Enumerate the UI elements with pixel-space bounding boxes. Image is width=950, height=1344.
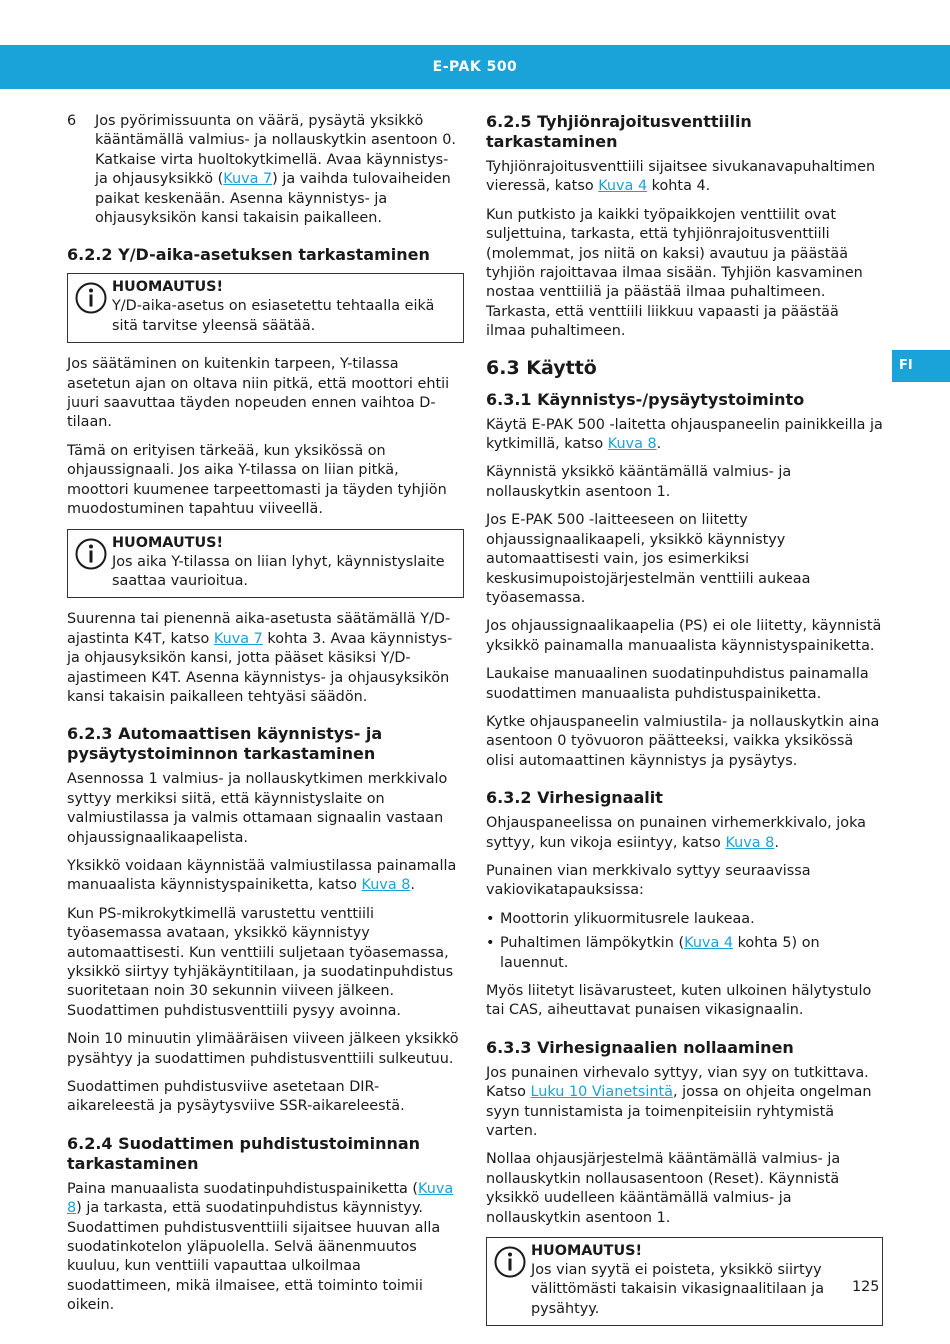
paragraph xyxy=(67,1180,464,1316)
paragraph xyxy=(486,1064,883,1142)
paragraph xyxy=(486,158,883,197)
section-heading-632: 6.3.2 Virhesignaalit xyxy=(486,788,663,808)
figure-link-kuva-8[interactable]: Kuva 8 xyxy=(607,436,657,453)
section-heading-624: 6.2.4 Suodattimen puhdistustoiminnan tarkastaminen xyxy=(67,1133,421,1173)
paragraph: Asennossa 1 valmius- ja nollauskytkimen merkkivalo syttyy merkiksi siitä, että käynnistyslaite on valmiustilassa ja valmis ottamaan signaalin vastaan ohjaussignaalikaapelista. xyxy=(67,771,448,846)
paragraph: Kun PS-mikrokytkimellä varustettu venttiili työasemassa avataan, yksikkö käynnistyy automaattisesti. Kun venttiili suljetaan työasemassa, yksikkö siirtyy tyhjäkäyntitilaan, ja suodatinpuhdistus suoritetaan noin 30 sekunnin viiveen jälkeen. Suodattimen puhdistusventtiili pysyy avoinna. xyxy=(67,905,454,1019)
figure-link-kuva-4[interactable]: Kuva 4 xyxy=(598,178,648,195)
figure-link-kuva-4[interactable]: Kuva 4 xyxy=(684,935,733,952)
info-icon xyxy=(494,1246,526,1282)
paragraph: Suodattimen puhdistusviive asetetaan DIR-aikareleestä ja pysäytysviive SSR-aikareleestä. xyxy=(67,1079,405,1115)
paragraph: Kytke ohjauspaneelin valmiustila- ja nollauskytkin aina asentoon 0 työvuoron päätteeksi, vaikka yksikössä olisi automaattinen käynnistys ja pysäytys. xyxy=(486,713,880,769)
left-column xyxy=(67,112,464,1325)
text-span: Puhaltimen lämpökytkin ( xyxy=(500,935,685,952)
paragraph: Jos ohjaussignaalikaapelia (PS) ei ole liitetty, käynnistä yksikkö painamalla manuaalista käynnistyspainiketta. xyxy=(486,618,882,654)
section-heading-623: 6.2.3 Automaattisen käynnistys- ja pysäytystoiminnon tarkastaminen xyxy=(67,724,383,764)
chapter-link-luku-10[interactable]: Luku 10 Vianetsintä xyxy=(530,1084,673,1101)
text-span: kohta 3. Avaa käynnistys- ja ohjausyksikön kansi, jotta pääset käsiksi Y/D-ajastimeen K4T. Asenna käynnistys- ja ohjausyksikön kansi takaisin paikalleen tehtyäsi säädön. xyxy=(67,630,453,705)
step-text xyxy=(95,112,464,228)
language-label: FI xyxy=(899,358,913,373)
bullet-list xyxy=(486,910,883,973)
text-span: kohta 4. xyxy=(647,178,711,195)
text-span: Jos pyörimissuunta on väärä, pysäytä yksikkö kääntämällä valmius- ja nollauskytkin asentoon 0. Katkaise virta huoltokytkimellä. Avaa käynnistys- ja ohjausyksikkö ( xyxy=(95,113,456,188)
text-span: kohta 5) on lauennut. xyxy=(500,935,820,971)
info-icon xyxy=(75,282,107,318)
text-span: ) ja vaihda tulovaiheiden paikat keskenään. Asenna käynnistys- ja ohjausyksikön kansi takaisin paikalleen. xyxy=(95,171,451,227)
paragraph: Myös liitetyt lisävarusteet, kuten ulkoinen hälytystulo tai CAS, aiheuttavat punaisen vikasignaalin. xyxy=(486,983,872,1019)
figure-link-kuva-7[interactable]: Kuva 7 xyxy=(223,171,273,188)
section-heading-622: 6.2.2 Y/D-aika-asetuksen tarkastaminen xyxy=(67,245,430,265)
paragraph xyxy=(486,814,883,853)
notice-box xyxy=(67,529,464,599)
text-span: ) ja tarkasta, että suodatinpuhdistus käynnistyy. Suodattimen puhdistusventtiili sijaitsee huuvan alla suodatinkotelon yläpuolella. Selvä äänenmuutos kuuluu, kun venttiili vapauttaa ulkoilmaa suodattimeen, mikä ilmaisee, että toiminto toimii oikein. xyxy=(67,1200,441,1314)
figure-link-kuva-7[interactable]: Kuva 7 xyxy=(213,630,263,647)
paragraph: Jos säätäminen on kuitenkin tarpeen, Y-tilassa asetetun ajan on oltava niin pitkä, että moottori ehtii juuri saavuttaa täyden nopeuden ennen vaihtoa D-tilaan. xyxy=(67,356,450,431)
header-banner xyxy=(0,45,950,89)
text-span: Tyhjiönrajoitusventtiili sijaitsee sivukanavapuhaltimen vieressä, katso xyxy=(486,159,876,195)
notice-title: HUOMAUTUS! xyxy=(531,1243,643,1260)
notice-box xyxy=(67,273,464,343)
list-item: • Moottorin ylikuormitusrele laukeaa. xyxy=(486,910,883,929)
figure-link-kuva-8[interactable]: Kuva 8 xyxy=(67,1180,454,1217)
step-number: 6 xyxy=(67,113,77,129)
notice-box xyxy=(486,1237,883,1326)
document-title: E-PAK 500 xyxy=(432,59,518,75)
paragraph xyxy=(67,610,464,707)
text-span: . xyxy=(774,834,779,851)
notice-title: HUOMAUTUS! xyxy=(112,534,224,551)
section-heading-631: 6.3.1 Käynnistys-/pysäytystoiminto xyxy=(486,389,805,409)
page-number: 125 xyxy=(852,1279,880,1295)
text-span: Jos punainen virhevalo syttyy, vian syy on tutkittava. Katso xyxy=(486,1064,869,1101)
notice-body: Y/D-aika-asetus on esiasetettu tehtaalla eikä sitä tarvitse yleensä säätää. xyxy=(112,298,435,334)
section-heading-625: 6.2.5 Tyhjiönrajoitusventtiilin tarkastaminen xyxy=(486,112,752,151)
figure-link-kuva-8[interactable]: Kuva 8 xyxy=(361,877,411,894)
right-column xyxy=(486,112,883,1338)
section-heading-63: 6.3 Käyttö xyxy=(486,356,597,379)
paragraph: Kun putkisto ja kaikki työpaikkojen venttiilit ovat suljettuina, tarkasta, että tyhjiönrajoitusventtiili (molemmat, jos niitä on kaksi) avautuu ja päästää tyhjiön rajoittavaa ilmaa sisään. Tyhjiön kasvaminen nostaa venttiiliä ja päästää ilmaa puhaltimeen. Tarkasta, että venttiili liikkuu vapaasti ja päästää ilmaa puhaltimeen. xyxy=(486,206,863,340)
text-span: Yksikkö voidaan käynnistää valmiustilassa painamalla manuaalista käynnistyspainiketta, katso xyxy=(67,857,457,894)
paragraph: Nollaa ohjausjärjestelmä kääntämällä valmius- ja nollauskytkin nollausasentoon (Reset). Käynnistä yksikkö uudelleen kääntämällä valmius- ja nollauskytkin asentoon 1. xyxy=(486,1151,841,1226)
section-heading-633: 6.3.3 Virhesignaalien nollaaminen xyxy=(486,1037,794,1057)
language-tab xyxy=(892,350,950,382)
text-span: . xyxy=(656,436,662,453)
text-span: Paina manuaalista suodatinpuhdistuspainiketta ( xyxy=(67,1180,419,1197)
paragraph xyxy=(486,416,883,455)
info-icon xyxy=(75,538,107,574)
list-item xyxy=(486,934,883,973)
text-span: , jossa on ohjeita ongelman syyn tunnistamista ja toimenpiteisiin ryhtymistä varten. xyxy=(486,1084,872,1140)
text-span: . xyxy=(410,877,415,894)
paragraph: Tämä on erityisen tärkeää, kun yksikössä on ohjaussignaali. Jos aika Y-tilassa on liian pitkä, moottori kuumenee tarpeettomasti ja täyden tyhjiön muodostuminen tapahtuu viiveellä. xyxy=(67,442,447,518)
paragraph: Laukaise manuaalinen suodatinpuhdistus painamalla suodattimen manuaalista puhdistuspainiketta. xyxy=(486,666,869,702)
text-span: Ohjauspaneelissa on punainen virhemerkkivalo, joka syttyy, kun vikoja esiintyy, katso xyxy=(486,815,867,851)
paragraph: Jos E-PAK 500 -laitteeseen on liitetty ohjaussignaalikaapeli, yksikkö käynnistyy automaattisesti vain, jos esimerkiksi keskusimupoistojärjestelmän venttiili aukeaa työasemassa. xyxy=(486,512,811,606)
notice-body: Jos aika Y-tilassa on liian lyhyt, käynnistyslaite saattaa vaurioitua. xyxy=(112,553,445,589)
text-span: Suurenna tai pienennä aika-asetusta säätämällä Y/D-ajastinta K4T, katso xyxy=(67,611,451,647)
paragraph: Noin 10 minuutin ylimääräisen viiveen jälkeen yksikkö pysähtyy ja suodattimen puhdistusventtiili sulkeutuu. xyxy=(67,1031,459,1067)
step-6 xyxy=(67,112,464,228)
paragraph: Käynnistä yksikkö kääntämällä valmius- ja nollauskytkin asentoon 1. xyxy=(486,464,792,500)
paragraph: Punainen vian merkkivalo syttyy seuraavissa vakiovikatapauksissa: xyxy=(486,862,811,899)
text-span: Käytä E-PAK 500 -laitetta ohjauspaneelin painikkeilla ja kytkimillä, katso xyxy=(486,416,883,453)
notice-body: Jos vian syytä ei poisteta, yksikkö siirtyy välittömästi takaisin vikasignaalitilaan ja pysähtyy. xyxy=(531,1262,825,1317)
paragraph xyxy=(67,857,464,896)
notice-title: HUOMAUTUS! xyxy=(112,279,224,296)
figure-link-kuva-8[interactable]: Kuva 8 xyxy=(725,834,775,851)
